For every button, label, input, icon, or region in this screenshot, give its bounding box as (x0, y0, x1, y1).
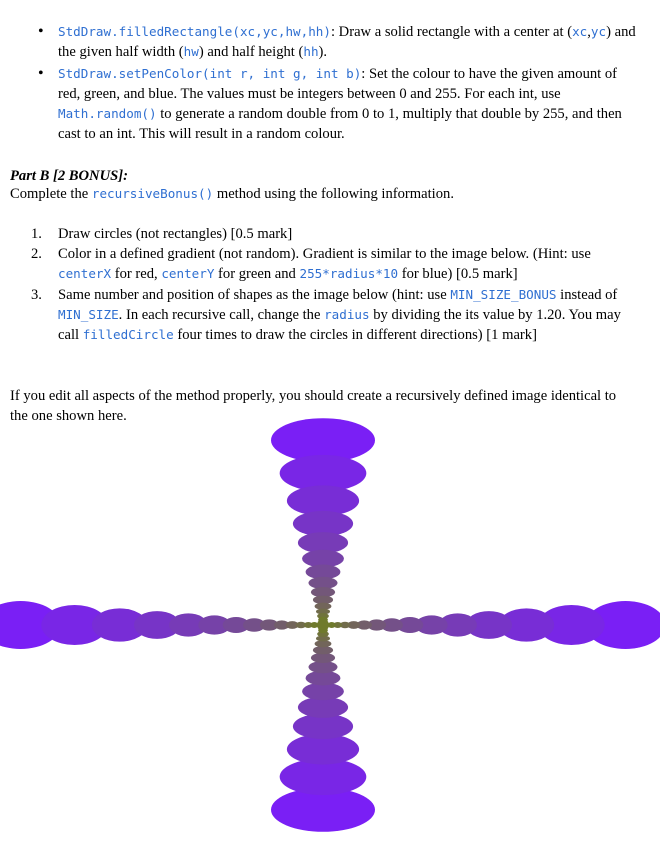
bullet-set-pen-color: StdDraw.setPenColor(int r, int g, int b): Set the colour to have the given amount of red, green, and blue. The values must be integers between 0 and 255. For each int, use Math.random() to generate a random double from 0 to 1, multiply that double by 255, and then cast to an int. This will result in a random colour. (58, 66, 622, 142)
center-circle (317, 619, 329, 631)
step-2-text: Color in a defined gradient (not random). Gradient is similar to the image below. (Hint: use centerX for red, centerY for green and 255*radius*10 for blue) [0.5 mark] (58, 246, 591, 282)
part-b-intro: Complete the recursiveBonus() method using the following information. (10, 186, 454, 202)
step-number: 3. (31, 287, 42, 303)
code-set-pen-color: StdDraw.setPenColor(int r, int g, int b) (58, 66, 362, 81)
bullet-filled-rectangle: StdDraw.filledRectangle(xc,yc,hw,hh): Draw a solid rectangle with a center at (xc,yc) and the given half width (hw) and half height (hh). (58, 24, 636, 60)
closing-paragraph: If you edit all aspects of the method properly, you should create a recursively defined image identical to the one shown here. (10, 388, 617, 424)
step-number: 1. (31, 226, 42, 242)
step-1-text: Draw circles (not rectangles) [0.5 mark] (58, 226, 293, 242)
part-b-heading: Part B [2 BONUS]: (10, 168, 128, 184)
bullet-dot: • (38, 65, 44, 82)
bullet-dot: • (38, 23, 44, 40)
step-number: 2. (31, 246, 42, 262)
code-filled-rectangle: StdDraw.filledRectangle(xc,yc,hw,hh) (58, 24, 331, 39)
step-3-text: Same number and position of shapes as the image below (hint: use MIN_SIZE_BONUS instead of MIN_SIZE. In each recursive call, change the radius by dividing the its value by 1.20. You may call filledCircle four times to draw the circles in different directions) [1 mark] (58, 287, 621, 343)
